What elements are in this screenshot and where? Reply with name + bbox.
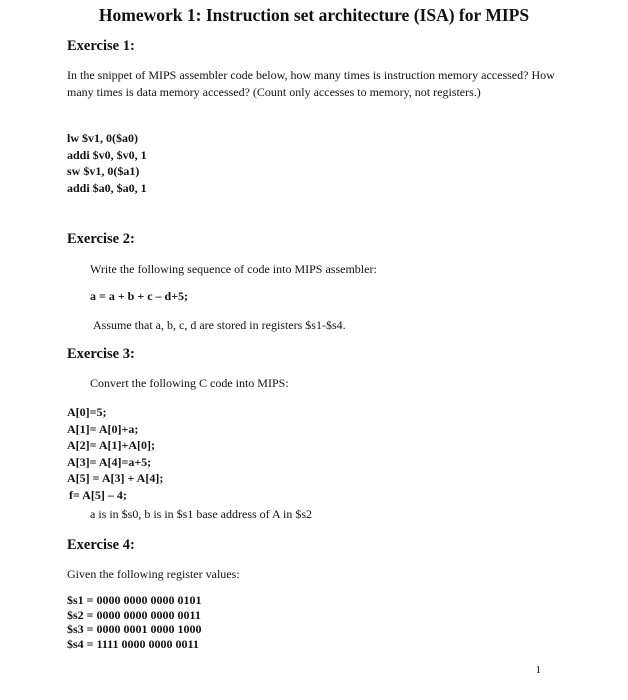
register-value: $s2 = 0000 0000 0000 0011 [67, 607, 201, 622]
register-value: $s3 = 0000 0001 0000 1000 [67, 622, 202, 636]
exercise-3-code [67, 404, 163, 503]
exercise-4-registers [67, 593, 202, 651]
register-value: $s4 = 1111 0000 0000 0011 [67, 636, 199, 651]
exercise-3-instruction: Convert the following C code into MIPS: [90, 376, 289, 390]
exercise-3-note: a is in $s0, b is in $s1 base address of A in $s2 [90, 507, 312, 521]
code-line: A[1]= A[0]+a; [67, 421, 139, 436]
exercise-1-text: In the snippet of MIPS assembler code below, how many times is instruction memory accessed? How many times is data memory accessed? (Count only accesses to memory, not registers.) [67, 68, 555, 99]
exercise-4-instruction: Given the following register values: [67, 567, 240, 581]
code-line: A[0]=5; [67, 405, 107, 419]
exercise-2-heading: Exercise 2: [67, 231, 135, 247]
exercise-2-instruction: Write the following sequence of code into MIPS assembler: [90, 262, 377, 276]
page-title: Homework 1: Instruction set architecture (ISA) for MIPS [98, 5, 530, 25]
code-line: addi $v0, $v0, 1 [67, 147, 147, 162]
register-value: $s1 = 0000 0000 0000 0101 [67, 593, 202, 607]
code-line: addi $a0, $a0, 1 [67, 180, 147, 195]
page-number: 1 [535, 664, 541, 676]
code-line: lw $v1, 0($a0) [67, 131, 138, 145]
exercise-1-heading: Exercise 1: [67, 38, 135, 54]
code-line: f= A[5] – 4; [69, 487, 127, 502]
code-line: A[5] = A[3] + A[4]; [67, 471, 164, 485]
exercise-2-note: Assume that a, b, c, d are stored in registers $s1-$s4. [93, 318, 346, 332]
exercise-3-heading: Exercise 3: [67, 346, 135, 362]
exercise-1-code [67, 130, 147, 196]
exercise-2-equation: a = a + b + c – d+5; [90, 289, 189, 303]
code-line: A[2]= A[1]+A[0]; [67, 438, 155, 452]
exercise-4-heading: Exercise 4: [67, 537, 135, 553]
code-line: sw $v1, 0($a1) [67, 164, 140, 178]
code-line: A[3]= A[4]=a+5; [67, 454, 152, 469]
